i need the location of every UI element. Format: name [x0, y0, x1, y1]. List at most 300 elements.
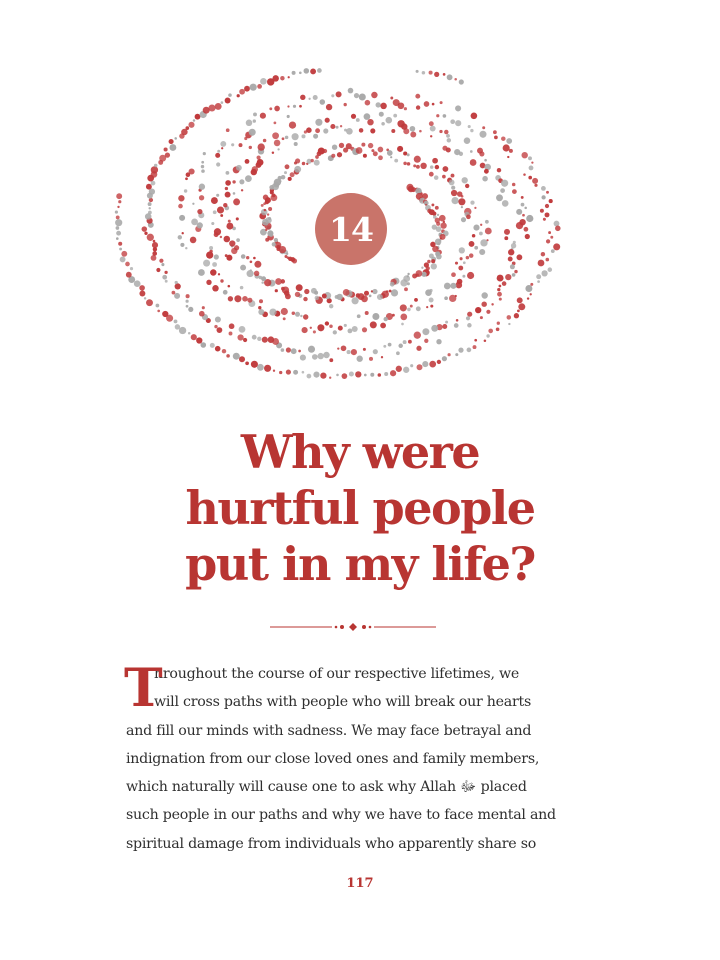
- spiral-dot: [451, 190, 457, 196]
- spiral-dot: [193, 119, 196, 122]
- spiral-dot: [225, 187, 228, 190]
- spiral-dot: [257, 156, 261, 160]
- spiral-dot: [455, 120, 461, 126]
- spiral-dot: [371, 92, 377, 98]
- spiral-dot: [354, 93, 359, 98]
- spiral-dot: [403, 151, 407, 155]
- spiral-dot: [460, 257, 463, 260]
- spiral-dot: [461, 195, 464, 198]
- spiral-dot: [116, 231, 121, 236]
- spiral-dot: [512, 189, 517, 194]
- chapter-number-badge: [315, 193, 387, 265]
- spiral-dot: [472, 234, 476, 238]
- spiral-dot: [470, 150, 473, 153]
- spiral-dot: [152, 251, 157, 256]
- spiral-dot: [356, 293, 361, 298]
- title-line-1: Why were: [240, 425, 480, 479]
- spiral-dot: [259, 299, 263, 303]
- spiral-dot: [175, 324, 180, 329]
- spiral-dot: [279, 180, 282, 183]
- spiral-dot: [268, 207, 272, 211]
- spiral-dot: [325, 118, 330, 123]
- spiral-dot: [335, 295, 339, 299]
- spiral-dot: [313, 134, 318, 139]
- spiral-dot: [307, 374, 312, 379]
- spiral-dot: [175, 283, 181, 289]
- spiral-dot: [470, 200, 474, 204]
- spiral-dot: [481, 301, 486, 306]
- spiral-dot: [269, 308, 276, 315]
- spiral-dot: [422, 361, 428, 367]
- spiral-dot: [517, 310, 520, 313]
- spiral-dot: [274, 106, 280, 112]
- spiral-dot: [254, 271, 260, 277]
- spiral-dot: [445, 321, 448, 324]
- spiral-dot: [339, 143, 344, 148]
- spiral-dot: [215, 346, 221, 352]
- spiral-dot: [239, 356, 245, 362]
- spiral-dot: [344, 324, 347, 327]
- spiral-dot: [516, 222, 523, 229]
- spiral-dot: [126, 272, 132, 278]
- spiral-dot: [403, 128, 409, 134]
- spiral-dot: [501, 180, 508, 187]
- spiral-dot: [400, 314, 407, 321]
- spiral-dot: [381, 122, 385, 126]
- spiral-dot: [299, 105, 302, 108]
- spiral-dot: [296, 284, 303, 291]
- spiral-dot: [241, 254, 246, 259]
- spiral-dot: [191, 334, 197, 340]
- spiral-dot: [222, 349, 226, 353]
- spiral-dot: [426, 306, 428, 308]
- spiral-dot: [516, 209, 522, 215]
- spiral-dot: [293, 370, 298, 375]
- spiral-dot: [302, 162, 306, 166]
- spiral-dot: [466, 214, 471, 219]
- spiral-dot: [273, 370, 275, 372]
- drop-cap: T: [124, 658, 163, 719]
- spiral-dot: [479, 151, 484, 156]
- spiral-dot: [179, 327, 186, 334]
- spiral-dot: [225, 254, 228, 257]
- spiral-dot: [471, 112, 478, 119]
- spiral-dot: [157, 310, 160, 313]
- spiral-dot: [295, 158, 300, 163]
- spiral-dot: [384, 317, 388, 321]
- spiral-dot: [229, 323, 235, 329]
- spiral-dot: [178, 235, 182, 239]
- spiral-dot: [215, 316, 221, 322]
- spiral-dot: [484, 159, 487, 162]
- spiral-dot: [499, 298, 502, 301]
- spiral-dot: [512, 183, 516, 187]
- spiral-dot: [364, 374, 367, 377]
- spiral-dot: [447, 138, 451, 142]
- spiral-dot: [156, 268, 160, 272]
- spiral-dot: [387, 150, 393, 156]
- spiral-dot: [149, 207, 151, 209]
- spiral-dot: [440, 101, 443, 104]
- spiral-dot: [286, 370, 291, 375]
- spiral-dot: [221, 147, 223, 149]
- spiral-dot: [512, 273, 516, 277]
- spiral-dot: [162, 275, 167, 280]
- spiral-dot: [260, 113, 266, 119]
- spiral-dot: [121, 251, 127, 257]
- divider-ornament: [270, 618, 436, 636]
- spiral-dot: [497, 288, 500, 291]
- spiral-dot: [348, 88, 354, 94]
- spiral-dot: [528, 176, 532, 180]
- spiral-dot: [201, 169, 205, 173]
- spiral-dot: [524, 227, 529, 232]
- spiral-dot: [379, 112, 384, 117]
- spiral-dot: [245, 175, 252, 182]
- spiral-dot: [277, 148, 279, 150]
- spiral-dot: [242, 296, 248, 302]
- spiral-dot: [272, 152, 274, 154]
- spiral-dot: [462, 177, 468, 183]
- spiral-dot: [234, 245, 239, 250]
- spiral-dot: [250, 84, 257, 91]
- spiral-dot: [400, 279, 407, 286]
- spiral-dot: [206, 252, 213, 259]
- spiral-dot: [214, 254, 219, 259]
- spiral-dot: [388, 343, 392, 347]
- spiral-dot: [437, 242, 440, 245]
- spiral-dot: [223, 203, 227, 207]
- spiral-dot: [144, 297, 146, 299]
- spiral-dot: [263, 139, 267, 143]
- spiral-dot: [329, 377, 331, 379]
- spiral-dot: [437, 360, 441, 364]
- spiral-dot: [246, 256, 249, 259]
- spiral-dot: [186, 294, 190, 298]
- spiral-dot: [347, 350, 351, 354]
- spiral-dot: [509, 149, 513, 153]
- body-paragraph: [126, 660, 606, 858]
- spiral-dot: [264, 365, 271, 372]
- spiral-dot: [525, 234, 530, 239]
- spiral-dot: [442, 356, 447, 361]
- spiral-dot: [236, 238, 240, 242]
- spiral-dot: [414, 156, 421, 163]
- spiral-dot: [351, 114, 356, 119]
- spiral-dot: [317, 68, 322, 73]
- spiral-dot: [553, 243, 560, 250]
- spiral-dot: [541, 186, 546, 191]
- spiral-dot: [451, 197, 458, 204]
- spiral-dot: [500, 188, 505, 193]
- body-line-7: spiritual damage from individuals who apparently share so: [126, 835, 537, 852]
- spiral-dot: [390, 370, 396, 376]
- spiral-dot: [308, 346, 315, 353]
- spiral-dot: [215, 153, 220, 158]
- spiral-dot: [494, 136, 498, 140]
- spiral-dot: [225, 192, 231, 198]
- spiral-dot: [410, 305, 413, 308]
- spiral-dot: [285, 164, 290, 169]
- spiral-dot: [550, 236, 553, 239]
- spiral-dot: [174, 319, 178, 323]
- spiral-dot: [470, 159, 477, 166]
- spiral-dot: [175, 281, 178, 284]
- spiral-dot: [431, 263, 437, 269]
- spiral-dot: [521, 203, 525, 207]
- spiral-dot: [182, 232, 184, 234]
- spiral-dot: [367, 119, 373, 125]
- spiral-dot: [330, 124, 335, 129]
- spiral-dot: [263, 195, 269, 201]
- spiral-dot: [545, 212, 550, 217]
- spiral-dot: [400, 304, 407, 311]
- spiral-dot: [257, 84, 262, 89]
- spiral-dot: [416, 70, 419, 73]
- spiral-dot: [199, 184, 205, 190]
- spiral-dot: [152, 242, 158, 248]
- spiral-dot: [217, 150, 220, 153]
- spiral-dot: [287, 105, 289, 107]
- spiral-dot: [456, 319, 459, 322]
- spiral-dot: [412, 274, 417, 279]
- spiral-dot: [245, 361, 249, 365]
- spiral-dot: [378, 373, 382, 377]
- spiral-dot: [431, 203, 434, 206]
- spiral-dot: [401, 323, 404, 326]
- spiral-dot: [237, 334, 243, 340]
- spiral-dot: [241, 189, 243, 191]
- spiral-dot: [313, 372, 319, 378]
- spiral-dot: [174, 137, 177, 140]
- spiral-dot: [413, 164, 416, 167]
- spiral-dot: [188, 307, 193, 312]
- spiral-dot: [250, 260, 253, 263]
- spiral-dot: [397, 146, 403, 152]
- spiral-dot: [117, 206, 119, 208]
- spiral-dot: [458, 266, 463, 271]
- spiral-dot: [429, 298, 434, 303]
- spiral-dot: [430, 305, 433, 308]
- spiral-dot: [517, 297, 523, 303]
- spiral-dot: [442, 175, 446, 179]
- spiral-dot: [303, 314, 308, 319]
- spiral-dot: [391, 289, 398, 296]
- spiral-dot: [226, 171, 230, 175]
- spiral-dot: [530, 283, 533, 286]
- spiral-dot: [212, 285, 218, 291]
- body-line-2: will cross paths with people who will break our hearts: [154, 694, 532, 711]
- spiral-dot: [518, 303, 525, 310]
- spiral-dot: [546, 191, 549, 194]
- spiral-dot: [274, 238, 278, 242]
- spiral-dot: [398, 102, 405, 109]
- spiral-dot: [288, 177, 292, 181]
- spiral-dot: [210, 343, 215, 348]
- spiral-dot: [226, 354, 230, 358]
- spiral-dot: [320, 372, 326, 378]
- spiral-dot: [178, 195, 184, 201]
- spiral-dot: [385, 117, 392, 124]
- spiral-dot: [421, 267, 423, 269]
- spiral-dot: [233, 353, 240, 360]
- spiral-dot: [285, 136, 289, 140]
- spiral-dot: [459, 152, 463, 156]
- spiral-dot: [118, 242, 122, 246]
- spiral-dot: [185, 177, 188, 180]
- spiral-dot: [363, 154, 367, 158]
- spiral-dot: [203, 152, 206, 155]
- spiral-dot: [153, 240, 156, 243]
- spiral-dot: [304, 68, 310, 74]
- spiral-dot: [444, 296, 448, 300]
- spiral-dot: [410, 132, 416, 138]
- spiral-dot: [115, 219, 122, 226]
- spiral-dot: [436, 339, 441, 344]
- spiral-dot: [244, 86, 250, 92]
- spiral-dot: [429, 71, 433, 75]
- spiral-dot: [161, 263, 164, 266]
- spiral-dot: [437, 214, 439, 216]
- spiral-dot: [151, 166, 158, 173]
- spiral-dot: [459, 247, 465, 253]
- spiral-dot: [233, 198, 240, 205]
- spiral-dot: [439, 130, 442, 133]
- spiral-dot: [336, 374, 339, 377]
- spiral-dot: [468, 125, 471, 128]
- spiral-dot: [306, 127, 312, 133]
- spiral-dot: [541, 270, 547, 276]
- spiral-dot: [291, 348, 297, 354]
- spiral-dot: [286, 347, 291, 352]
- spiral-dot: [378, 155, 383, 160]
- spiral-dot: [507, 315, 512, 320]
- body-line-4: indignation from our close loved ones and family members,: [126, 750, 540, 767]
- spiral-dot: [359, 128, 364, 133]
- spiral-dot: [343, 289, 350, 296]
- spiral-dot: [146, 184, 152, 190]
- spiral-dot: [172, 291, 176, 295]
- spiral-dot: [185, 126, 189, 130]
- spiral-dot: [156, 304, 160, 308]
- spiral-dot: [430, 126, 436, 132]
- spiral-dot: [220, 279, 223, 282]
- spiral-dot: [394, 159, 398, 163]
- spiral-dot: [436, 254, 442, 260]
- spiral-dot: [300, 95, 305, 100]
- spiral-dot: [310, 327, 312, 329]
- spiral-dot: [202, 306, 205, 309]
- spiral-dot: [376, 102, 381, 107]
- spiral-dot: [229, 332, 233, 336]
- spiral-dot: [151, 255, 157, 261]
- spiral-dot: [407, 308, 411, 312]
- spiral-dot: [284, 171, 287, 174]
- spiral-dot: [318, 353, 324, 359]
- spiral-dot: [432, 103, 435, 106]
- spiral-dot: [211, 222, 214, 225]
- spiral-dot: [224, 236, 231, 243]
- spiral-dot: [505, 274, 511, 280]
- spiral-dot: [434, 175, 439, 180]
- spiral-dot: [243, 338, 247, 342]
- spiral-dot: [178, 204, 183, 209]
- spiral-dot: [154, 164, 157, 167]
- spiral-dot: [407, 153, 410, 156]
- spiral-dot: [371, 149, 374, 152]
- spiral-dot: [180, 243, 184, 247]
- spiral-dot: [284, 255, 287, 258]
- body-line-5: which naturally will cause one to ask why Allah ﷻ placed: [126, 779, 527, 796]
- spiral-dot: [430, 165, 434, 169]
- spiral-dot: [548, 231, 551, 234]
- spiral-dot: [164, 147, 168, 151]
- spiral-dot: [315, 128, 320, 133]
- spiral-dot: [417, 364, 423, 370]
- spiral-dot: [488, 329, 493, 334]
- spiral-dot: [315, 119, 322, 126]
- spiral-dot: [329, 325, 333, 329]
- spiral-dot: [480, 224, 482, 226]
- spiral-dot: [116, 237, 119, 240]
- spiral-dot: [359, 93, 366, 100]
- spiral-dot: [239, 179, 244, 184]
- spiral-dot: [198, 269, 205, 276]
- spiral-dot: [435, 206, 439, 210]
- spiral-dot: [302, 371, 305, 374]
- spiral-dot: [443, 166, 449, 172]
- spiral-dot: [323, 128, 328, 133]
- spiral-dot: [214, 228, 221, 235]
- spiral-dot: [116, 215, 120, 219]
- spiral-dot: [245, 159, 250, 164]
- spiral-dot: [253, 257, 256, 260]
- spiral-dot: [125, 262, 130, 267]
- spiral-dot: [315, 296, 319, 300]
- spiral-dot: [195, 114, 201, 120]
- spiral-dot: [352, 297, 359, 304]
- spiral-dot: [165, 280, 168, 283]
- spiral-dot: [381, 356, 383, 358]
- spiral-dot: [429, 121, 434, 126]
- spiral-dot: [313, 95, 318, 100]
- spiral-dot: [302, 327, 308, 333]
- spiral-dot: [403, 367, 409, 373]
- spiral-dot: [541, 195, 545, 199]
- spiral-dot: [116, 226, 120, 230]
- spiral-dot: [192, 203, 194, 205]
- spiral-dot: [526, 215, 533, 222]
- spiral-dot: [370, 128, 375, 133]
- spiral-dot: [461, 217, 466, 222]
- spiral-dot: [470, 129, 473, 132]
- spiral-dot: [118, 200, 121, 203]
- spiral-dot: [480, 316, 483, 319]
- spiral-dot: [467, 272, 474, 279]
- spiral-dot: [236, 165, 242, 171]
- spiral-dot: [267, 213, 269, 215]
- spiral-dot: [295, 312, 300, 317]
- spiral-dot: [482, 176, 488, 182]
- spiral-dot: [281, 308, 288, 315]
- spiral-dot: [474, 339, 477, 342]
- spiral-dot: [190, 237, 197, 244]
- spiral-dot: [199, 195, 204, 200]
- spiral-dot: [246, 120, 253, 127]
- spiral-dot: [447, 74, 453, 80]
- spiral-dot: [185, 300, 188, 303]
- spiral-dot: [368, 143, 373, 148]
